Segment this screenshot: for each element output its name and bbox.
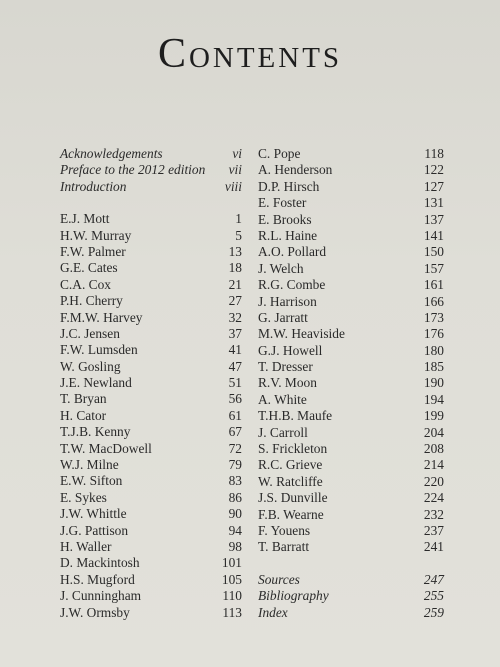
- contents-entry: [258, 195, 444, 211]
- contents-entry: [258, 408, 444, 424]
- entry-name: T.J.B. Kenny: [60, 424, 131, 440]
- entry-page-number: 13: [228, 243, 242, 259]
- entry-page-number: 105: [221, 571, 242, 587]
- entry-name: H.S. Mugford: [60, 571, 135, 587]
- entry-name: J.W. Ormsby: [60, 604, 130, 620]
- entry-name: E. Sykes: [60, 489, 107, 505]
- entry-name: T. Bryan: [60, 391, 107, 407]
- contents-entry: [258, 162, 444, 178]
- contents-entry: [258, 539, 444, 555]
- entry-name: W. Gosling: [60, 358, 121, 374]
- entry-page-number: 232: [423, 506, 444, 522]
- entry-name: Index: [258, 604, 288, 620]
- entry-page-number: 199: [423, 408, 444, 424]
- entry-name: H. Waller: [60, 538, 112, 554]
- entry-name: G.J. Howell: [258, 342, 323, 358]
- contents-entry: [60, 523, 242, 539]
- entry-page-number: 247: [423, 571, 444, 587]
- entry-name: R.V. Moon: [258, 375, 317, 391]
- contents-entry: [258, 392, 444, 408]
- entry-name: Sources: [258, 571, 300, 587]
- entry-name: G.E. Cates: [60, 260, 118, 276]
- entry-page-number: 173: [423, 309, 444, 325]
- entry-name: S. Frickleton: [258, 441, 328, 457]
- contents-entry: [258, 605, 444, 621]
- entry-name: P.H. Cherry: [60, 293, 123, 309]
- entry-page-number: 79: [228, 457, 242, 473]
- entry-name: F.B. Wearne: [258, 506, 324, 522]
- entry-page-number: 101: [221, 555, 242, 571]
- entry-page-number: 122: [423, 162, 444, 178]
- contents-entry: [258, 294, 444, 310]
- entry-page-number: 141: [423, 227, 444, 243]
- contents-entry: [258, 326, 444, 342]
- contents-entry: [60, 359, 242, 375]
- entry-page-number: 56: [228, 391, 242, 407]
- contents-entry: [60, 490, 242, 506]
- entry-page-number: 241: [423, 539, 444, 555]
- entry-name: J.G. Pattison: [60, 522, 129, 538]
- contents-entry: [60, 457, 242, 473]
- entry-name: F.W. Lumsden: [60, 342, 138, 358]
- back-matter-list: [258, 572, 444, 621]
- entry-page-number: 161: [423, 277, 444, 293]
- entry-name: R.C. Grieve: [258, 457, 323, 473]
- entry-page-number: 259: [423, 604, 444, 620]
- contents-entry: [60, 211, 242, 227]
- entry-name: F.W. Palmer: [60, 243, 126, 259]
- entry-page-number: 176: [423, 326, 444, 342]
- entry-page-number: vii: [228, 162, 242, 178]
- contents-entry: [60, 342, 242, 358]
- entry-name: Acknowledgements: [60, 146, 163, 161]
- contents-entry: [258, 343, 444, 359]
- entry-name: D.P. Hirsch: [258, 178, 320, 194]
- contents-entry: [60, 326, 242, 342]
- entry-page-number: 83: [228, 473, 242, 489]
- entry-name: T. Dresser: [258, 359, 313, 375]
- entry-page-number: viii: [224, 178, 242, 194]
- entry-page-number: 131: [423, 195, 444, 211]
- entry-page-number: 110: [222, 588, 242, 604]
- contents-entry: [258, 588, 444, 604]
- contents-entry: [258, 228, 444, 244]
- entry-name: H. Cator: [60, 407, 107, 423]
- entry-name: J.W. Whittle: [60, 506, 127, 522]
- contents-entry: [258, 261, 444, 277]
- entry-page-number: 47: [228, 358, 242, 374]
- contents-entry: [258, 146, 444, 162]
- entry-name: M.W. Heaviside: [258, 326, 345, 342]
- contents-entry: [258, 572, 444, 588]
- contents-entry: [60, 162, 242, 178]
- entry-name: F. Youens: [258, 522, 311, 538]
- contents-entry: [60, 228, 242, 244]
- contents-entry: [60, 293, 242, 309]
- entry-name: J. Welch: [258, 260, 304, 276]
- entry-name: C.A. Cox: [60, 276, 111, 292]
- entry-page-number: 37: [228, 325, 242, 341]
- contents-entry: [258, 244, 444, 260]
- entry-page-number: 1: [235, 211, 242, 227]
- contents-entry: [60, 260, 242, 276]
- contents-entry: [258, 490, 444, 506]
- contents-entry: [60, 391, 242, 407]
- contents-entry: [258, 507, 444, 523]
- contents-entry: [60, 244, 242, 260]
- entry-page-number: 127: [423, 178, 444, 194]
- entry-page-number: 157: [423, 260, 444, 276]
- entry-page-number: 204: [423, 424, 444, 440]
- contents-entry: [258, 474, 444, 490]
- entry-page-number: 208: [423, 441, 444, 457]
- entry-page-number: 5: [235, 227, 242, 243]
- contents-entry: [60, 310, 242, 326]
- entry-page-number: 190: [423, 375, 444, 391]
- entry-page-number: 90: [228, 506, 242, 522]
- entry-page-number: 27: [228, 293, 242, 309]
- entry-name: E. Foster: [258, 195, 307, 211]
- contents-entry: [60, 506, 242, 522]
- contents-entry: [258, 212, 444, 228]
- entry-name: G. Jarratt: [258, 309, 308, 325]
- entry-name: J.S. Dunville: [258, 490, 328, 506]
- entry-name: E. Brooks: [258, 211, 312, 227]
- entry-name: H.W. Murray: [60, 227, 132, 243]
- entry-page-number: 150: [423, 244, 444, 260]
- page-title: Contents: [157, 31, 343, 77]
- entry-name: Preface to the 2012 edition: [60, 162, 206, 178]
- entry-page-number: 41: [228, 342, 242, 358]
- entry-page-number: 51: [228, 375, 242, 391]
- entry-page-number: 18: [228, 260, 242, 276]
- contents-entry: [60, 408, 242, 424]
- entry-name: F.M.W. Harvey: [60, 309, 143, 325]
- contents-entry: [60, 588, 242, 604]
- front-matter-list: [60, 146, 242, 195]
- contents-entry: [258, 441, 444, 457]
- contents-entry: [258, 523, 444, 539]
- contents-entry: [258, 375, 444, 391]
- contents-entry: [60, 424, 242, 440]
- contents-entry: [60, 277, 242, 293]
- entry-page-number: 61: [228, 407, 242, 423]
- entry-name: J.C. Jensen: [60, 325, 120, 341]
- entry-page-number: 94: [228, 522, 242, 538]
- contents-entry: [258, 277, 444, 293]
- entry-page-number: 224: [423, 490, 444, 506]
- entry-name: R.G. Combe: [258, 277, 326, 293]
- entry-page-number: 137: [423, 211, 444, 227]
- entry-page-number: 255: [423, 588, 444, 604]
- entry-name: A.O. Pollard: [258, 244, 327, 260]
- contents-entry: [60, 539, 242, 555]
- contents-column-right: [258, 146, 444, 621]
- contents-column-left: [60, 146, 242, 621]
- entry-page-number: 86: [228, 489, 242, 505]
- entry-name: J. Cunningham: [60, 588, 142, 604]
- entry-page-number: 185: [423, 359, 444, 375]
- contents-entry: [60, 375, 242, 391]
- entry-name: Bibliography: [258, 588, 329, 604]
- contents-entry: [60, 473, 242, 489]
- contents-entry: [258, 425, 444, 441]
- entry-name: T. Barratt: [258, 539, 310, 555]
- entry-page-number: 118: [424, 146, 444, 161]
- entry-page-number: 21: [228, 276, 242, 292]
- contents-entry: [60, 146, 242, 162]
- entry-page-number: 214: [423, 457, 444, 473]
- entry-name: A. White: [258, 391, 307, 407]
- contents-entry: [258, 359, 444, 375]
- entry-name: E.J. Mott: [60, 211, 110, 227]
- chapter-list-left: [60, 211, 242, 621]
- entry-name: Introduction: [60, 178, 127, 194]
- entry-name: W.J. Milne: [60, 457, 119, 473]
- entry-name: J. Carroll: [258, 424, 308, 440]
- entry-page-number: 166: [423, 293, 444, 309]
- entry-name: T.H.B. Maufe: [258, 408, 333, 424]
- contents-entry: [60, 555, 242, 571]
- contents-entry: [60, 179, 242, 195]
- entry-name: W. Ratcliffe: [258, 473, 323, 489]
- entry-name: T.W. MacDowell: [60, 440, 152, 456]
- entry-page-number: 72: [228, 440, 242, 456]
- contents-entry: [60, 605, 242, 621]
- contents-entry: [258, 310, 444, 326]
- entry-page-number: 220: [423, 473, 444, 489]
- entry-page-number: 67: [228, 424, 242, 440]
- entry-page-number: 194: [423, 391, 444, 407]
- entry-name: J.E. Newland: [60, 375, 132, 391]
- entry-page-number: vi: [232, 146, 242, 161]
- entry-page-number: 113: [222, 604, 242, 620]
- contents-entry: [60, 441, 242, 457]
- entry-name: C. Pope: [258, 146, 301, 161]
- contents-entry: [258, 179, 444, 195]
- entry-name: R.L. Haine: [258, 227, 318, 243]
- entry-name: D. Mackintosh: [60, 555, 140, 571]
- chapter-list-right: [258, 146, 444, 556]
- entry-page-number: 32: [228, 309, 242, 325]
- contents-entry: [258, 457, 444, 473]
- entry-name: E.W. Sifton: [60, 473, 123, 489]
- entry-page-number: 98: [228, 538, 242, 554]
- entry-page-number: 180: [423, 342, 444, 358]
- entry-page-number: 237: [423, 522, 444, 538]
- entry-name: J. Harrison: [258, 293, 317, 309]
- contents-entry: [60, 572, 242, 588]
- entry-name: A. Henderson: [258, 162, 333, 178]
